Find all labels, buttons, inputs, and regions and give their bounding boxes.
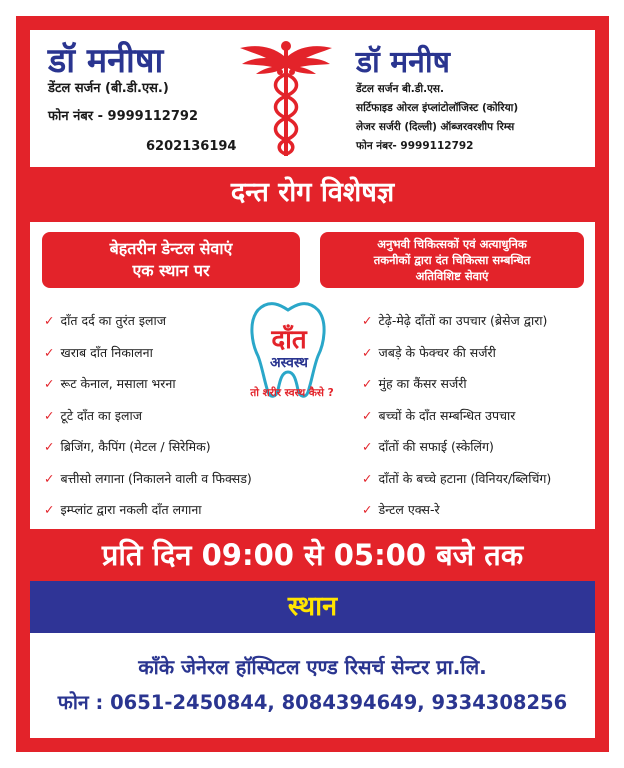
service-right-text: दाँतों के बच्चे हटाना (विनियर/ब्लिचिंग) (378, 470, 552, 486)
best-services-pill: बेहतरीन डेन्टल सेवाएं एक स्थान पर (42, 232, 300, 288)
check-icon: ✓ (362, 344, 373, 360)
service-right-text: जबड़े के फेक्चर की सर्जरी (378, 344, 496, 360)
service-left-text: ब्रिजिंग, कैपिंग (मेटल / सिरेमिक) (60, 439, 211, 454)
service-left-text: टूटे दाँत का इलाज (60, 407, 142, 423)
check-icon: ✓ (44, 502, 55, 517)
doctor-left-phone2: 6202136194 (146, 139, 237, 154)
check-icon: ✓ (362, 376, 373, 391)
service-left-text: रूट केनाल, मसाला भरना (60, 376, 176, 391)
caduceus-icon (236, 34, 336, 158)
service-left-text: बत्तीसो लगाना (निकालने वाली व फिक्सड) (60, 470, 252, 486)
service-left-item (44, 312, 166, 330)
logo-tagline: तो शरीर स्वस्थ कैसे ? (250, 387, 334, 399)
check-icon: ✓ (362, 439, 373, 454)
check-icon: ✓ (44, 407, 55, 423)
doctor-right-certification: सर्टिफाइड ओरल इंप्लांटोलॉजिस्ट (कोरिया) (356, 102, 519, 114)
check-icon: ✓ (362, 470, 373, 486)
service-left-item (44, 375, 176, 393)
service-right-item (362, 312, 547, 330)
service-left-text: खराब दाँत निकालना (60, 344, 153, 360)
service-right-item (362, 501, 440, 519)
service-left-item (44, 470, 252, 488)
check-icon: ✓ (44, 313, 55, 328)
doctor-right-qualification: डेंटल सर्जन बी.डी.एस. (356, 83, 444, 95)
doctor-left-qualification: डेंटल सर्जन (बी.डी.एस.) (48, 81, 169, 96)
doctor-right-surgery: लेजर सर्जरी (दिल्ली) ऑब्जरवरशीप रिम्स (356, 121, 515, 133)
doctor-right-name: डॉ मनीष (356, 45, 450, 80)
check-icon: ✓ (44, 470, 55, 486)
check-icon: ✓ (362, 502, 373, 517)
doctor-left-block (48, 42, 248, 156)
service-right-text: बच्चों के दाँत सम्बन्धित उपचार (378, 407, 516, 423)
doctor-left-name: डॉ मनीषा (48, 41, 164, 81)
doctor-left-phone: फोन नंबर - 9999112792 (48, 109, 198, 124)
service-right-text: डेन्टल एक्स-रे (378, 502, 440, 517)
service-right-item (362, 470, 551, 488)
service-left-item (44, 501, 202, 519)
service-right-item (362, 407, 515, 425)
service-left-item (44, 407, 142, 425)
service-right-text: मुंह का कैंसर सर्जरी (378, 376, 467, 391)
service-left-text: इम्प्लांट द्वारा नकली दाँत लगाना (60, 502, 202, 517)
doctor-right-phone: फोन नंबर- 9999112792 (356, 140, 474, 152)
check-icon: ✓ (362, 407, 373, 423)
contact-phones: फोन : 0651-2450844, 8084394649, 9334308256 (57, 691, 568, 714)
service-right-item (362, 438, 494, 456)
check-icon: ✓ (44, 376, 55, 391)
poster-title: दन्त रोग विशेषज्ञ (230, 177, 395, 208)
service-left-text: दाँत दर्द का तुरंत इलाज (60, 313, 166, 328)
timing-text: प्रति दिन 09:00 से 05:00 बजे तक (101, 538, 524, 572)
service-right-text: दाँतों की सफाई (स्केलिंग) (378, 439, 494, 454)
service-right-text: टेढ़े-मेढ़े दाँतों का उपचार (ब्रेसेज द्वारा) (378, 313, 548, 328)
check-icon: ✓ (44, 439, 55, 454)
service-right-item (362, 344, 496, 362)
check-icon: ✓ (362, 313, 373, 328)
hospital-name: काँके जेनेरल हॉस्पिटल एण्ड रिसर्च सेन्टर प्रा.लि. (138, 655, 487, 679)
logo-word-tooth: दाँत (271, 325, 307, 355)
doctor-right-block (356, 46, 588, 156)
service-left-item (44, 344, 153, 362)
check-icon: ✓ (44, 344, 55, 360)
logo-word-unhealthy: अस्वस्थ (269, 355, 309, 371)
service-right-item (362, 375, 467, 393)
experienced-doctors-pill: अनुभवी चिकित्सकों एवं अत्याधुनिक तकनीकों द्वारा दंत चिकित्सा सम्बन्धित अतिविशिष्ट सेवाएं (320, 232, 584, 288)
service-left-item (44, 438, 211, 456)
place-label: स्थान (287, 591, 338, 622)
